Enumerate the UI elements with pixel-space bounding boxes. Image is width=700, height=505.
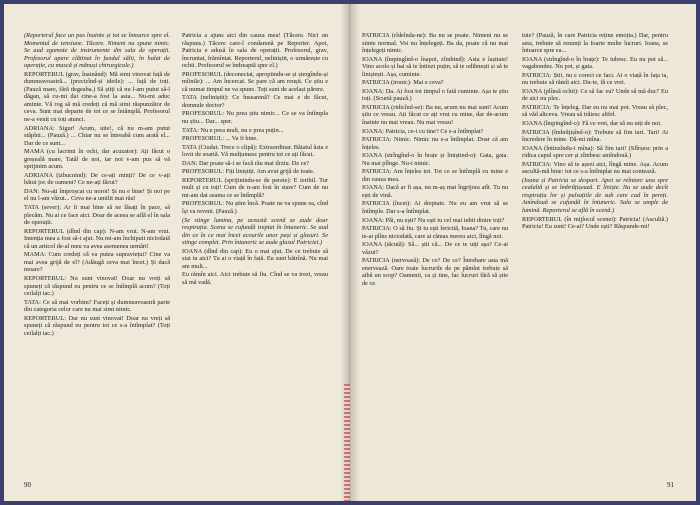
text-paragraph: IOANA: Păi, nu ești? Nu ești tu cel mai iubit dintre toți? <box>362 216 505 224</box>
text-paragraph: ADRIANA: Sigur! Acum, uite!, că nu m-am putut stăpîni... (Pauză.) ... Chiar nu se întreabă cum arată el... Dar de ce sunt... <box>24 124 170 147</box>
text-paragraph: PATRICIA (rîdeînda-ne): Ba nu se poate. Nimeni nu se simte normal. Voi nu înțelegeți. Ba da, poate că nu mai înțelegeți nimic. <box>362 32 508 55</box>
text-paragraph: PROFESORUL: ... Va fi bine. <box>182 135 258 143</box>
text-paragraph: PATRICIA (nervoasă): De ce? De ce? Întrebare asta mă enervează. Oare toate lucrurile de pe pămînt trebuie să aibă un scop? Oamenii, ca și tine, fac lucruri fără să știe de ce. <box>362 257 508 287</box>
text-paragraph: IOANA (împingînd-o înapoi, zîmbind): Asta e lașitate! Vino acolo și hai să te întinzi puțin, să te odihnești și să te liniștești. Așa, cuminte. <box>362 55 508 78</box>
text-paragraph: TATA: Ce să mai vorbim? Faceți și dumneavoastră parte din categoria celor care nu mai simt nimic. <box>24 298 170 314</box>
text-paragraph: IOANA (întinzîndu-i mîna): Să fim tari! (Sfîrșesc prin a ridica capul spre cer și zîmbesc amîndouă.) <box>522 144 668 160</box>
book-spread <box>4 4 696 501</box>
text-paragraph: PATRICIA (îmbrățișînd-o): Trebuie să fim tari. Tari! Ai încredere în mine. Dă-mi mîna. <box>522 128 668 144</box>
book-gutter <box>340 4 360 501</box>
text-paragraph: IOANA (dînd din cap): Eu o mai ajut. De ce trebuie să stai tu aici? Tu ai o viață în față. Eu sunt bătrînă. Nu mai am mult... <box>182 247 328 270</box>
text-paragraph: MAMA (cu lacrimi în ochi, dar acuzator): Ați făcut o greșeală mare, Tatăl de noi, iar noi v-am pus să vă sprijinim acum. <box>24 148 170 171</box>
text-paragraph: PATRICIA: Nimic. Nimic nu s-a întîmplat. Doar că am înțeles. <box>362 136 508 151</box>
text-paragraph: PROFESORUL: Nu prea știu nimic... Ce se va întîmpla nu știu... Dar... sper. <box>182 110 328 126</box>
text-paragraph: PATRICIA (ridicînd-se): Ba nu, acum nu mai sunt! Acum știu ce vreau. Ați făcut ce ați vrut cu mine, dar de-acum înainte nu mai vreau. Nu mai vreau! <box>362 103 508 127</box>
text-paragraph: PROFESORUL: Fiți liniștiți. Am avut grijă de toate. <box>182 168 315 176</box>
text-paragraph: REPORTERUL (dînd din cap): N-am vrut. N-am vrut. Intenția mea a fost să-i ajut. Nu mi-am închipuit niciodată că un articol de-al meu va avea asemenea urmări! <box>24 227 170 250</box>
text-paragraph: IOANA: Patricia, ce-i cu tine? Ce s-a întîmplat? <box>362 127 484 135</box>
text-paragraph: TATA (sever): Ar fi mai bine să ne lăsați în pace, să plecăm. Nu ai ce face aici. Doar de aceea se află el în sala de operații. <box>24 204 170 227</box>
text-paragraph: (Ioana și Patricia se despart. Apoi se reîntorc una spre cealaltă și se îmbrățișează. E liniște. Nu se aude decît respirația lor și pulsațiile de sub care cad în pereți. Amîndouă se cufundă în întuneric. Sala se umple de lumină. Reporterul se află în scenă.) <box>522 176 668 215</box>
right-column-1 <box>362 32 508 289</box>
text-paragraph: DAN: Nu-ați împroșcat cu noroi! Și nu e bine! Și noi pe el nu l-am văzut... Ceva ne-a umilit mai rău! <box>24 187 170 203</box>
left-page <box>4 4 350 501</box>
text-paragraph: DAN: Dar poate să-i se facă rău mai tîrziu. De ce? <box>182 159 310 167</box>
text-paragraph: (Reporterul face un pas înainte și tot se întoarce spre el. Momentul de tensiune. Tăcere. Nimeni nu spune nimic. Se aud zgomote de instrumente din sala de operații. Profesorul apare clătinat în fundul sălii, în halat de operație, cu mască și mănuși chirurgicale.) <box>24 32 170 70</box>
text-paragraph: IOANA: Da. Ai fost tot timpul o fată cuminte. Așa te știu toți. (Scurtă pauză.) <box>362 87 508 103</box>
text-paragraph: TATA (Ciudat. Trece o clipă): Extraordinar. Băiatul ăsta e lovit de soartă. Vă mulțumesc pentru tot ce ați făcut. <box>182 143 328 159</box>
left-page-number: 90 <box>24 481 31 489</box>
text-paragraph: PATRICIA: Știi, nu e corect ce faci. Ai o viață în fața ta, nu trebuie să rămîi aici. Du-te, fă ce vrei. <box>522 71 668 87</box>
text-paragraph: PROFESORUL (deconectat, apropiindu-se și ștergîndu-și mîinile): ... Am încercat. Se pare că am reușit. Ce știu e că numai timpul ne va spune. Toți sunt de același părere. <box>182 70 328 93</box>
text-paragraph: Eu rămîn aici. Aici trebuie să fiu. Cînd se va trezi, vreau să mă vadă. <box>182 271 328 286</box>
text-paragraph: MAMA: Cum credeți că va putea supraviețui? Cine va mai avea grijă de el? (Adăugă ceva mai încet.) Și dacă moare? <box>24 251 170 274</box>
text-paragraph: IOANA (tăcută): Să... știi că... De ce te uiți așa? Ce-ai văzut? <box>362 241 508 256</box>
text-paragraph: REPORTERUL: Nu sunt vinovat! Doar nu vreți să spuneți că răspund eu pentru ce se întîmplă acum? (Toți ceilalți tac.) <box>24 274 170 298</box>
right-column-2 <box>522 32 668 232</box>
text-paragraph: IOANA (plînsă ochii): Ce să fac eu? Unde să mă duc? Eu de aici nu plec. <box>522 87 668 103</box>
text-paragraph: PATRICIA (încet): Ai dreptate. Nu eu am vrut să se întîmple. Dar s-a întîmplat. <box>362 200 508 216</box>
text-paragraph: IOANA (împingînd-o): Fă ce vrei, dar să nu uiți de noi. <box>522 120 662 128</box>
left-column-2 <box>182 32 328 288</box>
text-paragraph: ADRIANA (izbucnind): De ce-ați minți? De ce v-ați bătut joc de oameni? Ce ne-ați făcut? <box>24 171 170 187</box>
text-paragraph: tuie? (Pauză, în care Patricia reține emoția.) Dar, pentru asta, trebuie să renunți la foarte multe lucruri. Ioana, se întoarce spre ea... <box>522 32 668 55</box>
text-paragraph: IOANA: Dacă ar fi așa, nu m-aș mai îngrijora atît. Tu nu ești de vină. <box>362 184 508 199</box>
text-paragraph: PATRICIA (ironic): Mai e ceva? <box>362 79 444 87</box>
right-page-number: 91 <box>667 481 674 489</box>
page-edge-marker <box>344 384 350 501</box>
text-paragraph: TATA (neliniștit): Ce înseamnă? Ce mai e de făcut, domnule doctor? <box>182 94 328 109</box>
text-paragraph: IOANA (strîngînd-o în brațe): Te iubesc. Eu nu pot să... vagabondez. Nu pot, și gata. <box>522 55 668 71</box>
text-paragraph: REPORTERUL (grav, înainând): Mă simt vinovat față de dumneavoastră... (precizînd-și ideile): ... față de toți. (Pauză mare, fără degeaba.) Să știți că nu l-am putut să-l dăgan, să cu-mi dai cine-a fost la asta... Nu-mi aduc aminte. Vă rog să mă credeți că mă simt răspunzător de ceva. Sunt mai departe de tot ce se întâmplă. Profesorul ne-a venit cu toți atunci. <box>24 70 170 124</box>
right-page <box>350 4 696 501</box>
text-paragraph: REPORTERUL (în mijlocul scenei): Patricia! (Ascultă.) Patricia! Eu sunt! Ce-ai? Unde ești? Răspunde-mi! <box>522 215 668 231</box>
text-paragraph: (Se stinge lumina, pe această scenă se aude doar respirația. Scena se cufundă treptat în întuneric. Se aud din ce în ce mai încet ecourile unor pași și glasuri. Se stinge complet. Prin întuneric se aude glasul Patriciei.) <box>182 216 328 247</box>
text-paragraph: PATRICIA: Te înțeleg. Dar eu nu mai pot. Vreau să plec, să văd altceva. Vreau să trăiesc altfel. <box>522 103 668 119</box>
text-paragraph: PATRICIA: O să fiu. Și tu ești fericită, Ioana? Tu, care nu te-ai plîns niciodată, care ai rămas mereu aici, lîngă noi. <box>362 225 508 240</box>
text-paragraph: REPORTERUL: Dar nu sunt vinovat! Doar nu vreți să spuneți că răspund eu pentru tot ce s-a întîmplat? (Toți ceilalți tac.) <box>24 314 170 337</box>
left-column-1 <box>24 32 170 338</box>
text-paragraph: TATA: Nu e prea mult, nu e prea puțin... <box>182 126 284 134</box>
text-paragraph: Patricia a ajuns aici din cauza mea! (Tăcere. Nici un răspuns.) Tăcere care-l condamnă pe Reporter. Apoi, Patricia e adusă în sala de operații. Profesorul, grav, încruntat, frămîntat. Reporterul, neliniștit, o urmărește cu ochii. Profesorul se îndreaptă spre el.) <box>182 32 328 70</box>
text-paragraph: IOANA (strîngînd-o în brațe și liniștind-o): Gata, gata. Nu mai plînge. Nu-i nimic. <box>362 152 508 167</box>
text-paragraph: PROFESORUL: Nu știm încă. Poate ne va spune ea, cînd își va reveni. (Pauză.) <box>182 200 328 216</box>
text-paragraph: PATRICIA: Am înțeles tot. Tot ce se întîmplă cu mine e din cauza mea. <box>362 168 508 183</box>
text-paragraph: PATRICIA: Vino să te așezi aici, lîngă mine. Așa. Acum ascultă-mă bine: tot ce s-a întîmplat nu mai contează. <box>522 160 668 176</box>
text-paragraph: REPORTERUL (sprijinindu-se de perete): E teribil. Tur mult și cu toți! Cum de n-am fost în stare? Cum de nu mi-am dat seama ce se întîmplă? <box>182 176 328 199</box>
